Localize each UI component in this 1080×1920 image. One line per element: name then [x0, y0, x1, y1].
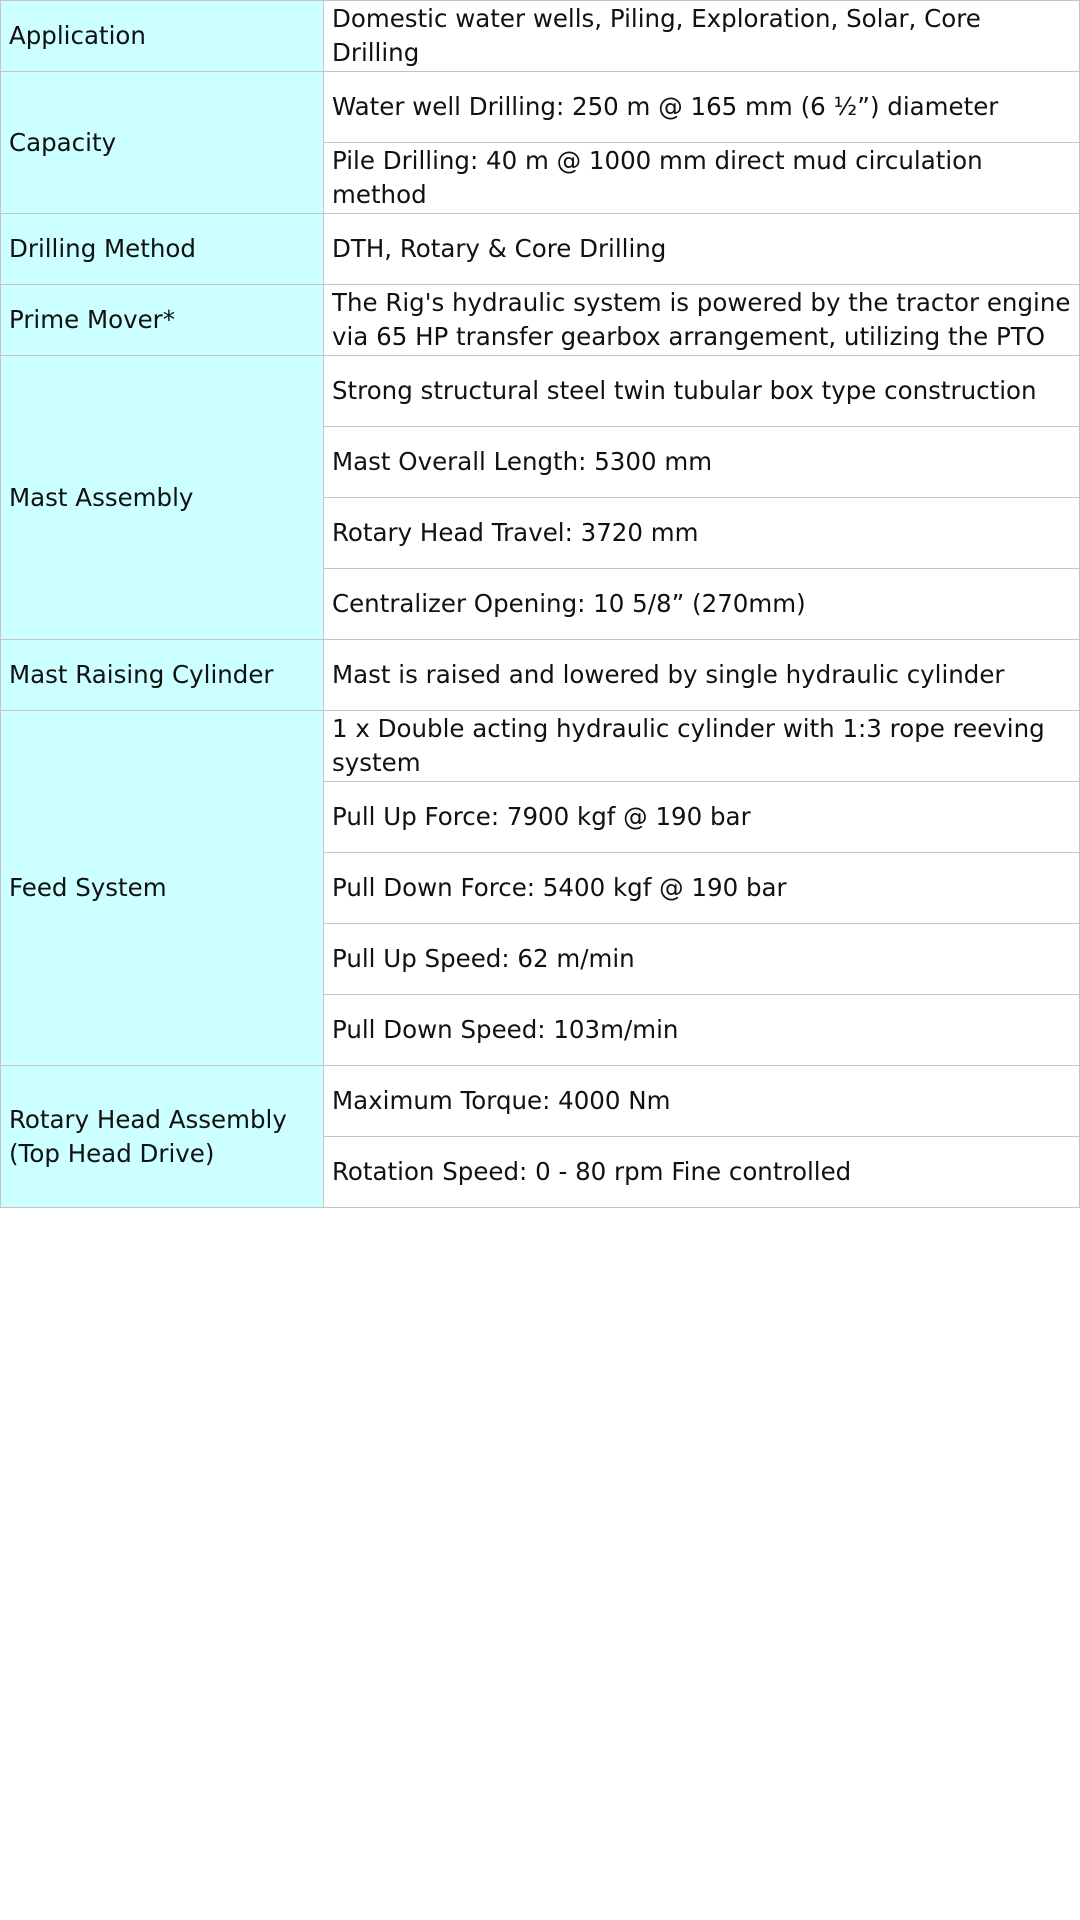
- row-value: Pull Down Speed: 103m/min: [324, 995, 1080, 1066]
- row-label-feed-system: Feed System: [1, 711, 324, 1066]
- table-row: [1, 1, 1080, 72]
- table-row: [1, 711, 1080, 782]
- row-value: Pile Drilling: 40 m @ 1000 mm direct mud circulation method: [324, 143, 1080, 214]
- row-value: Centralizer Opening: 10 5/8” (270mm): [324, 569, 1080, 640]
- table-row: [1, 214, 1080, 285]
- row-label-prime-mover: Prime Mover*: [1, 285, 324, 356]
- row-label-capacity: Capacity: [1, 72, 324, 214]
- row-value: Mast is raised and lowered by single hydraulic cylinder: [324, 640, 1080, 711]
- row-value: Pull Up Force: 7900 kgf @ 190 bar: [324, 782, 1080, 853]
- table-row: [1, 640, 1080, 711]
- row-value: Pull Down Force: 5400 kgf @ 190 bar: [324, 853, 1080, 924]
- row-value: Mast Overall Length: 5300 mm: [324, 427, 1080, 498]
- row-value: Rotation Speed: 0 - 80 rpm Fine controlled: [324, 1137, 1080, 1208]
- row-value: Domestic water wells, Piling, Exploration, Solar, Core Drilling: [324, 1, 1080, 72]
- table-row: [1, 72, 1080, 143]
- table-row: [1, 1066, 1080, 1137]
- row-value: Strong structural steel twin tubular box type construction: [324, 356, 1080, 427]
- row-label-drilling-method: Drilling Method: [1, 214, 324, 285]
- row-value: Water well Drilling: 250 m @ 165 mm (6 ½”) diameter: [324, 72, 1080, 143]
- row-value: 1 x Double acting hydraulic cylinder with 1:3 rope reeving system: [324, 711, 1080, 782]
- table-row: [1, 356, 1080, 427]
- row-label-application: Application: [1, 1, 324, 72]
- row-label-rotary-head-assembly: Rotary Head Assembly (Top Head Drive): [1, 1066, 324, 1208]
- row-label-mast-raising-cylinder: Mast Raising Cylinder: [1, 640, 324, 711]
- row-value: Maximum Torque: 4000 Nm: [324, 1066, 1080, 1137]
- row-value: Rotary Head Travel: 3720 mm: [324, 498, 1080, 569]
- row-value: DTH, Rotary & Core Drilling: [324, 214, 1080, 285]
- row-label-mast-assembly: Mast Assembly: [1, 356, 324, 640]
- table-row: [1, 285, 1080, 356]
- row-value: Pull Up Speed: 62 m/min: [324, 924, 1080, 995]
- row-value: The Rig's hydraulic system is powered by the tractor engine via 65 HP transfer gearbox arrangement, utilizing the PTO: [324, 285, 1080, 356]
